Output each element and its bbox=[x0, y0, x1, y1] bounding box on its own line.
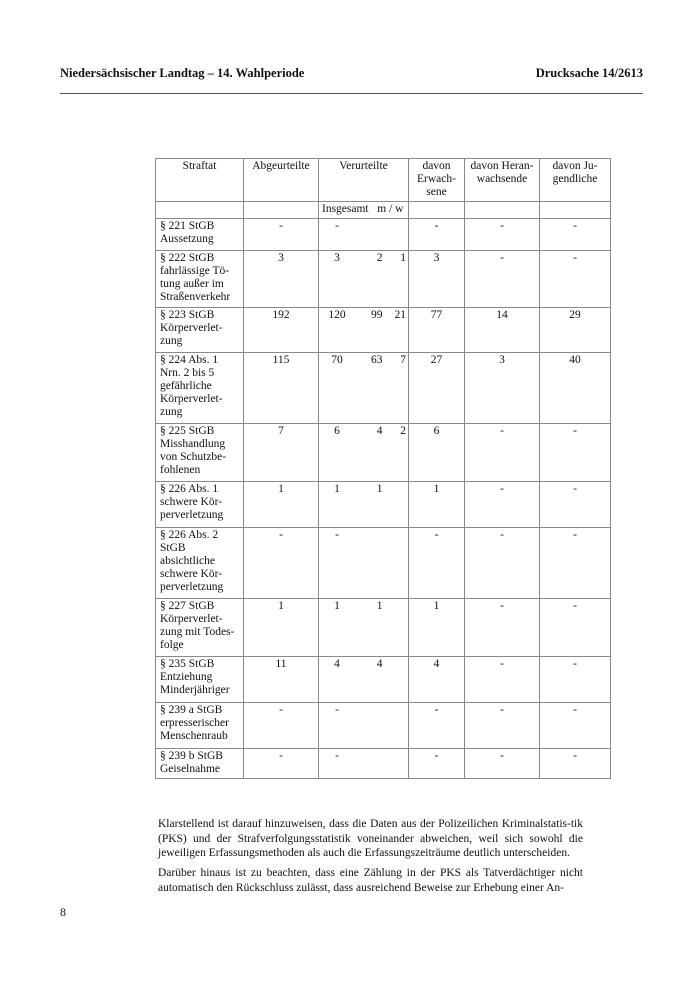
verurteilte-maennlich: 1 bbox=[376, 600, 383, 612]
cell-erwachsene: - bbox=[409, 219, 465, 251]
page-number: 8 bbox=[60, 905, 66, 919]
cell-heranwachsende: - bbox=[465, 219, 540, 251]
verurteilte-maennlich: 4 bbox=[376, 658, 383, 670]
verurteilte-weiblich bbox=[384, 483, 406, 496]
cell-jugendliche: - bbox=[540, 599, 611, 657]
verurteilte-weiblich bbox=[384, 529, 406, 542]
verurteilte-weiblich bbox=[384, 750, 406, 763]
cell-erwachsene: 27 bbox=[409, 353, 465, 424]
col-header-abgeurteilte: Abgeurteilte bbox=[244, 159, 319, 202]
cell-offense: § 227 StGB Körperverlet-zung mit Todes-folge bbox=[156, 599, 244, 657]
cell-offense: § 224 Abs. 1 Nrn. 2 bis 5 gefährliche Körperverlet-zung bbox=[156, 353, 244, 424]
verurteilte-weiblich bbox=[384, 658, 406, 671]
cell-erwachsene: 77 bbox=[409, 308, 465, 353]
verurteilte-insgesamt: 70 bbox=[331, 354, 343, 366]
cell-offense: § 239 b StGB Geiselnahme bbox=[156, 749, 244, 779]
header-divider bbox=[60, 93, 643, 94]
cell-heranwachsende: - bbox=[465, 703, 540, 749]
cell-abgeurteilte: 11 bbox=[244, 657, 319, 703]
cell-verurteilte bbox=[319, 251, 409, 308]
empty-cell bbox=[244, 202, 319, 219]
table-row bbox=[156, 482, 611, 528]
verurteilte-maennlich: 4 bbox=[376, 425, 383, 437]
cell-abgeurteilte: - bbox=[244, 528, 319, 599]
verurteilte-weiblich: 2 bbox=[400, 425, 406, 437]
cell-abgeurteilte: 115 bbox=[244, 353, 319, 424]
cell-offense: § 226 Abs. 1 schwere Kör-perverletzung bbox=[156, 482, 244, 528]
cell-offense: § 221 StGB Aussetzung bbox=[156, 219, 244, 251]
cell-offense: § 222 StGB fahrlässige Tö-tung außer im Straßenverkehr bbox=[156, 251, 244, 308]
cell-abgeurteilte: - bbox=[244, 703, 319, 749]
cell-verurteilte bbox=[319, 308, 409, 353]
verurteilte-weiblich bbox=[384, 704, 406, 717]
col-header-erwachsene: davon Erwach-sene bbox=[409, 159, 465, 202]
cell-abgeurteilte: 3 bbox=[244, 251, 319, 308]
cell-erwachsene: - bbox=[409, 749, 465, 779]
cell-offense: § 226 Abs. 2 StGB absichtliche schwere Kör-perverletzung bbox=[156, 528, 244, 599]
cell-heranwachsende: - bbox=[465, 528, 540, 599]
empty-cell bbox=[156, 202, 244, 219]
cell-erwachsene: 4 bbox=[409, 657, 465, 703]
paragraph-1: Klarstellend ist darauf hinzuweisen, dass die Daten aus der Polizeilichen Kriminalstatis-tik (PKS) und der Strafverfolgungsstatistik voneinander abweichen, weil sich sowohl die jeweiligen Erfassungsmethoden als auch die Erfassungszeiträume deutlich unterscheiden. bbox=[158, 818, 583, 859]
cell-jugendliche: 40 bbox=[540, 353, 611, 424]
table-row bbox=[156, 703, 611, 749]
cell-verurteilte bbox=[319, 528, 409, 599]
verurteilte-maennlich bbox=[355, 704, 383, 717]
table-row bbox=[156, 308, 611, 353]
table-row bbox=[156, 749, 611, 779]
table-body bbox=[156, 219, 611, 779]
verurteilte-weiblich bbox=[384, 600, 406, 613]
col-header-jugendliche: davon Ju-gendliche bbox=[540, 159, 611, 202]
cell-jugendliche: - bbox=[540, 219, 611, 251]
cell-heranwachsende: - bbox=[465, 599, 540, 657]
verurteilte-weiblich: 1 bbox=[400, 252, 406, 264]
col-header-heranwachsende: davon Heran-wachsende bbox=[465, 159, 540, 202]
cell-jugendliche: - bbox=[540, 749, 611, 779]
table-row bbox=[156, 657, 611, 703]
cell-abgeurteilte: 1 bbox=[244, 482, 319, 528]
cell-erwachsene: - bbox=[409, 528, 465, 599]
cell-verurteilte bbox=[319, 219, 409, 251]
cell-erwachsene: 6 bbox=[409, 424, 465, 482]
table-row bbox=[156, 599, 611, 657]
col-header-verurteilte: Verurteilte bbox=[319, 159, 409, 202]
cell-erwachsene: 3 bbox=[409, 251, 465, 308]
verurteilte-insgesamt: - bbox=[335, 529, 339, 541]
cell-offense: § 239 a StGB erpresserischer Menschenraub bbox=[156, 703, 244, 749]
verurteilte-maennlich: 1 bbox=[376, 483, 383, 495]
cell-heranwachsende: - bbox=[465, 251, 540, 308]
verurteilte-maennlich: 99 bbox=[371, 309, 383, 321]
table-header-row bbox=[156, 159, 611, 202]
cell-erwachsene: - bbox=[409, 703, 465, 749]
cell-jugendliche: - bbox=[540, 528, 611, 599]
verurteilte-maennlich bbox=[355, 220, 383, 233]
cell-verurteilte bbox=[319, 599, 409, 657]
cell-abgeurteilte: - bbox=[244, 219, 319, 251]
cell-offense: § 223 StGB Körperverlet-zung bbox=[156, 308, 244, 353]
verurteilte-maennlich bbox=[355, 529, 383, 542]
cell-verurteilte bbox=[319, 657, 409, 703]
cell-jugendliche: 29 bbox=[540, 308, 611, 353]
cell-heranwachsende: - bbox=[465, 424, 540, 482]
cell-heranwachsende: 3 bbox=[465, 353, 540, 424]
subheader-insgesamt-mw: Insgesamt m / w bbox=[319, 202, 409, 219]
verurteilte-insgesamt: - bbox=[335, 220, 339, 232]
verurteilte-insgesamt: 1 bbox=[334, 483, 340, 495]
cell-heranwachsende: - bbox=[465, 657, 540, 703]
table-row bbox=[156, 528, 611, 599]
empty-cell bbox=[409, 202, 465, 219]
statistics-table bbox=[155, 158, 611, 779]
verurteilte-maennlich: 63 bbox=[371, 354, 383, 366]
cell-heranwachsende: - bbox=[465, 749, 540, 779]
cell-heranwachsende: 14 bbox=[465, 308, 540, 353]
verurteilte-weiblich bbox=[384, 220, 406, 233]
cell-jugendliche: - bbox=[540, 424, 611, 482]
cell-erwachsene: 1 bbox=[409, 599, 465, 657]
verurteilte-maennlich: 2 bbox=[376, 252, 383, 264]
cell-verurteilte bbox=[319, 482, 409, 528]
cell-jugendliche: - bbox=[540, 703, 611, 749]
document-number: Drucksache 14/2613 bbox=[535, 66, 643, 80]
cell-heranwachsende: - bbox=[465, 482, 540, 528]
verurteilte-insgesamt: - bbox=[335, 750, 339, 762]
empty-cell bbox=[465, 202, 540, 219]
paragraph-2: Darüber hinaus ist zu beachten, dass eine Zählung in der PKS als Tatverdächtiger nicht automatisch den Rückschluss zulässt, dass ausreichend Beweise zur Erhebung einer An- bbox=[158, 867, 583, 894]
cell-verurteilte bbox=[319, 703, 409, 749]
cell-jugendliche: - bbox=[540, 482, 611, 528]
verurteilte-insgesamt: 1 bbox=[334, 600, 340, 612]
cell-jugendliche: - bbox=[540, 657, 611, 703]
cell-erwachsene: 1 bbox=[409, 482, 465, 528]
verurteilte-weiblich: 21 bbox=[394, 309, 406, 321]
cell-verurteilte bbox=[319, 749, 409, 779]
cell-verurteilte bbox=[319, 353, 409, 424]
cell-verurteilte bbox=[319, 424, 409, 482]
table-subheader-row bbox=[156, 202, 611, 219]
verurteilte-insgesamt: 6 bbox=[334, 425, 340, 437]
verurteilte-insgesamt: 3 bbox=[334, 252, 340, 264]
verurteilte-weiblich: 7 bbox=[400, 354, 406, 366]
table-row bbox=[156, 251, 611, 308]
empty-cell bbox=[540, 202, 611, 219]
verurteilte-insgesamt: 4 bbox=[334, 658, 340, 670]
header-title: Niedersächsischer Landtag – 14. Wahlperiode bbox=[60, 66, 305, 80]
cell-abgeurteilte: 7 bbox=[244, 424, 319, 482]
cell-abgeurteilte: 1 bbox=[244, 599, 319, 657]
verurteilte-insgesamt: 120 bbox=[328, 309, 346, 321]
table-row bbox=[156, 219, 611, 251]
cell-abgeurteilte: 192 bbox=[244, 308, 319, 353]
cell-abgeurteilte: - bbox=[244, 749, 319, 779]
table-row bbox=[156, 424, 611, 482]
verurteilte-insgesamt: - bbox=[335, 704, 339, 716]
cell-jugendliche: - bbox=[540, 251, 611, 308]
cell-offense: § 235 StGB Entziehung Minderjähriger bbox=[156, 657, 244, 703]
cell-offense: § 225 StGB Misshandlung von Schutzbe-fohlenen bbox=[156, 424, 244, 482]
table-row bbox=[156, 353, 611, 424]
verurteilte-maennlich bbox=[355, 750, 383, 763]
col-header-straftat: Straftat bbox=[156, 159, 244, 202]
